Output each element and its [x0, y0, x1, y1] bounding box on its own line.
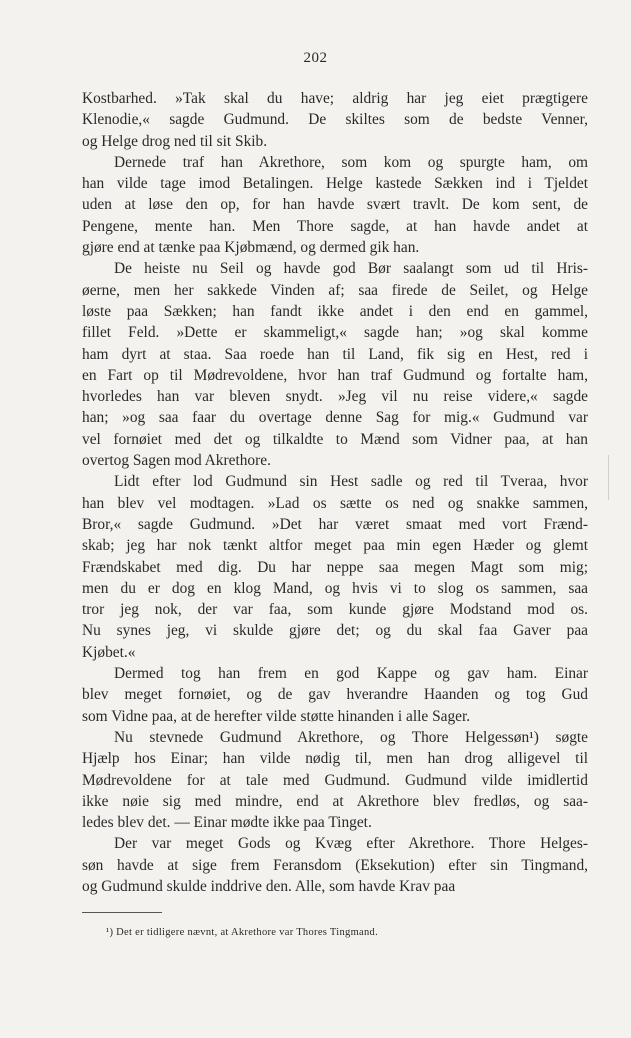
footnote-text: ¹) Det er tidligere nævnt, at Akrethore var Thores Tingmand. — [106, 927, 379, 938]
text-line: Lidt efter lod Gudmund sin Hest sadle og red til Tveraa, hvor — [114, 473, 588, 491]
text-line: og Helge drog ned til sit Skib. — [82, 132, 268, 150]
body-text — [82, 88, 588, 897]
paragraph — [82, 152, 588, 258]
paragraph — [82, 258, 588, 471]
text-line: fillet Feld. »Dette er skammeligt,« sagde han; »og skal komme — [82, 324, 588, 342]
text-line: søn havde at sige frem Feransdom (Eksekution) efter sin Tingmand, — [82, 856, 588, 874]
text-line: men du er dog en klog Mand, og hvis vi to slog os sammen, saa — [82, 579, 588, 597]
text-line: hvorledes han var bleven snydt. »Jeg vil nu reise videre,« sagde — [82, 388, 588, 406]
text-line: han blev vel modtagen. »Lad os sætte os ned og snakke sammen, — [82, 494, 588, 512]
text-line: løste paa Sækken; han fandt ikke andet i den end en gammel, — [82, 302, 588, 320]
text-line: som Vidne paa, at de herefter vilde støtte hinanden i alle Sager. — [82, 707, 471, 725]
paragraph — [82, 88, 588, 152]
paragraph — [82, 471, 588, 663]
text-line: Kostbarhed. »Tak skal du have; aldrig har jeg eiet prægtigere — [82, 90, 588, 107]
text-line: uden at løse den op, for han havde svært travlt. De kom sent, de — [82, 196, 588, 214]
paragraph — [82, 727, 588, 833]
text-line: han vilde tage imod Betalingen. Helge kastede Sækken ind i Tjeldet — [82, 175, 588, 193]
text-line: Hjælp hos Einar; han vilde nødig til, men han drog alligevel til — [82, 750, 588, 768]
text-line: blev meget fornøiet, og de gav hverandre Haanden og tog Gud — [82, 686, 588, 704]
text-line: Frændskabet med dig. Du har neppe saa megen Magt som mig; — [82, 558, 588, 576]
text-line: Bror,« sagde Gudmund. »Det har været smaat med vort Frænd- — [82, 515, 588, 533]
text-line: ikke nøie sig med mindre, end at Akrethore blev fredløs, og saa- — [82, 792, 588, 810]
text-line: ham dyrt at staa. Saa roede han til Land, fik sig en Hest, red i — [82, 345, 588, 363]
text-line: Dermed tog han frem en god Kappe og gav ham. Einar — [114, 665, 588, 683]
text-line: skab; jeg har nok tænkt altfor meget paa min egen Hæder og glemt — [82, 537, 588, 555]
page-number: 202 — [303, 50, 328, 66]
text-line: Der var meget Gods og Kvæg efter Akrethore. Thore Helges- — [114, 835, 588, 853]
text-line: tror jeg nok, der var faa, som kunde gjøre Modstand mod os. — [82, 601, 588, 619]
text-line: Pengene, mente han. Men Thore sagde, at han havde andet at — [82, 217, 588, 235]
text-line: De heiste nu Seil og havde god Bør saalangt som ud til Hris- — [114, 260, 588, 278]
text-line: ledes blev det. — Einar mødte ikke paa Tinget. — [82, 814, 372, 832]
text-line: Klenodie,« sagde Gudmund. De skiltes som de bedste Venner, — [82, 111, 588, 129]
text-line: gjøre end at tænke paa Kjøbmænd, og dermed gik han. — [82, 239, 420, 257]
text-line: Nu stevnede Gudmund Akrethore, og Thore Helgessøn¹) søgte — [114, 728, 588, 746]
paragraph — [82, 663, 588, 727]
footnote-divider — [82, 912, 162, 913]
paragraph — [82, 833, 588, 897]
text-line: øerne, men her sakkede Vinden af; saa firede de Seilet, og Helge — [82, 281, 588, 299]
text-line: Kjøbet.« — [82, 643, 136, 661]
text-line: vel fornøiet med det og tilkaldte to Mænd som Vidner paa, at han — [82, 430, 588, 448]
text-line: han; »og saa faar du overtage denne Sag for mig.« Gudmund var — [82, 409, 588, 427]
page-edge-mark — [608, 455, 609, 500]
text-line: Mødrevoldene for at tale med Gudmund. Gudmund vilde imidlertid — [82, 771, 588, 789]
text-line: Dernede traf han Akrethore, som kom og spurgte ham, om — [114, 153, 588, 171]
text-line: overtog Sagen mod Akrethore. — [82, 452, 271, 470]
text-line: og Gudmund skulde inddrive den. Alle, som havde Krav paa — [82, 877, 456, 895]
text-line: en Fart op til Mødrevoldene, hvor han traf Gudmund og fortalte ham, — [82, 366, 588, 384]
footnote — [82, 926, 588, 940]
text-line: Nu synes jeg, vi skulde gjøre det; og du skal faa Gaver paa — [82, 622, 588, 640]
